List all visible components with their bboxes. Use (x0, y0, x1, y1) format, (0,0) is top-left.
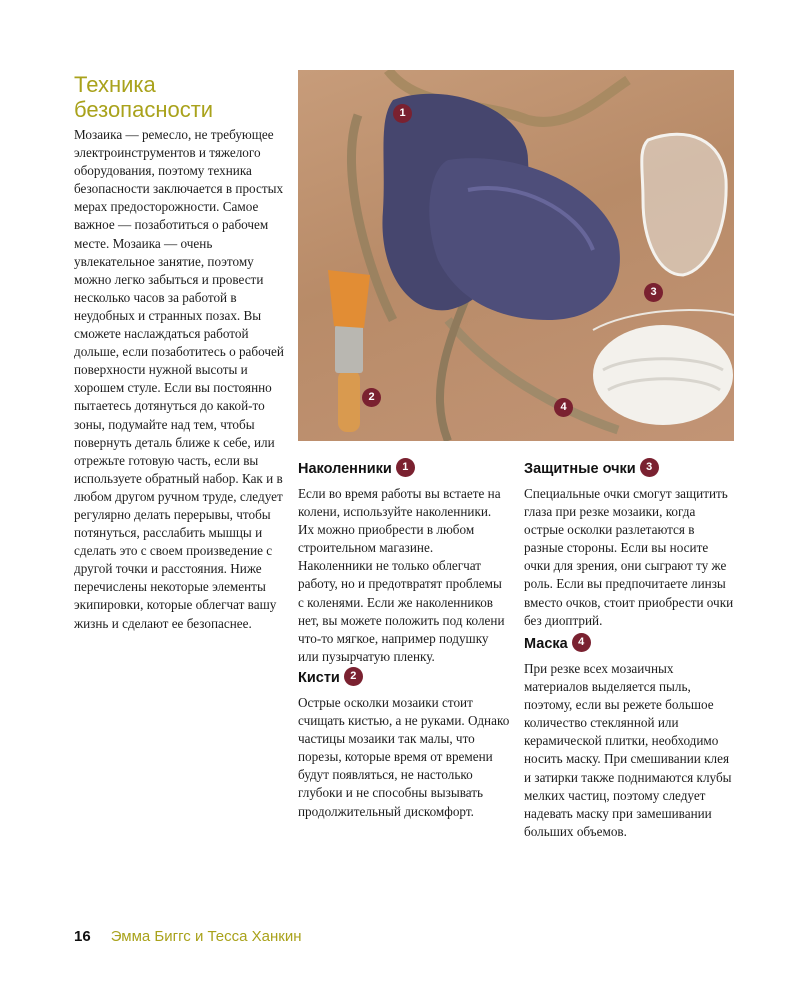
section-heading-text: Наколенники (298, 461, 392, 477)
photo-marker-1: 1 (393, 104, 412, 123)
page-number: 16 (74, 928, 91, 945)
section-body: Если во время работы вы встаете на колени, используйте наколенники. Их можно приобрести в любом строительном магазине. Наколенники не только облегчат работу, но и предотвратят проблемы с коленями. Если же наколенников нет, вы можете положить под колени что-то мягкое, например подушку или пузырчатую пленку. (298, 486, 505, 664)
section-goggles (524, 458, 736, 630)
section-heading (524, 633, 736, 655)
photo-marker-4: 4 (554, 398, 573, 417)
section-body: При резке всех мозаичных материалов выделяется пыль, поэтому, если вы режете большое количество стеклянной или керамической плитки, необходимо носить маску. При смешивании клея и затирки также поднимаются клубы мелких частиц, поэтому следует надевать маску при замешивании больших объемов. (524, 661, 732, 839)
dust-mask (593, 325, 733, 425)
brush-ferrule (335, 325, 363, 373)
section-heading (298, 458, 510, 480)
section-heading-text: Защитные очки (524, 461, 636, 477)
brush-bristles (328, 270, 370, 328)
page-title: Техника безопасности (74, 72, 214, 122)
section-body: Острые осколки мозаики стоит счищать кистью, а не руками. Однако частицы мозаики так малы, что порезы, которые время от времени будут появляться, не настолько глубоки и не способны вызывать продолжительный дискомфорт. (298, 695, 510, 819)
page-footer (74, 926, 302, 948)
section-heading-text: Маска (524, 636, 568, 652)
section-number-badge: 4 (572, 633, 591, 652)
brush-handle (338, 370, 360, 432)
section-brushes (298, 667, 510, 821)
kneepad-strap (448, 320, 618, 430)
safety-equipment-photo (298, 70, 734, 441)
section-number-badge: 1 (396, 458, 415, 477)
section-kneepads (298, 458, 510, 666)
photo-marker-3: 3 (644, 283, 663, 302)
section-body: Специальные очки смогут защитить глаза при резке мозаики, когда острые осколки разлетаются в разные стороны. Если вы носите очки для зрения, они сыграют ту же роль. Если вы предпочитаете линзы вместо очков, стоит приобрести очки без диоптрий. (524, 486, 734, 628)
section-mask (524, 633, 736, 841)
section-number-badge: 3 (640, 458, 659, 477)
photo-illustration (298, 70, 734, 441)
authors: Эмма Биггс и Тесса Ханкин (110, 928, 302, 945)
section-heading (524, 458, 736, 480)
goggles (642, 134, 726, 275)
section-heading-text: Кисти (298, 670, 340, 686)
section-number-badge: 2 (344, 667, 363, 686)
photo-marker-2: 2 (362, 388, 381, 407)
section-heading (298, 667, 510, 689)
intro-paragraph: Мозаика — ремесло, не требующее электроинструментов и тяжелого оборудования, поэтому техника безопасности заключается в простых мерах предосторожности. Самое важное — позаботиться о рабочем месте. Мозаика — очень увлекательное занятие, поэтому можно легко забыться и провести несколько часов за работой в неудобных и странных позах. Вы сможете наслаждаться работой дольше, если позаботитесь о рабочей поверхности нужной высоты и хорошем стуле. Если вы постоянно пытаетесь дотянуться до какой-то зоны, подумайте над тем, чтобы повернуть деталь ближе к себе, или отрежьте готовую часть, если вы используете обратный набор. Как и в любом другом ручном труде, следует регулярно делать перерывы, чтобы потянуться, расслабить мышцы и сделать это с своем произведение с другой точки и расстояния. Ниже перечислены некоторые элементы экипировки, которые облегчат вашу жизнь и сделают ее безопаснее. (74, 127, 284, 631)
